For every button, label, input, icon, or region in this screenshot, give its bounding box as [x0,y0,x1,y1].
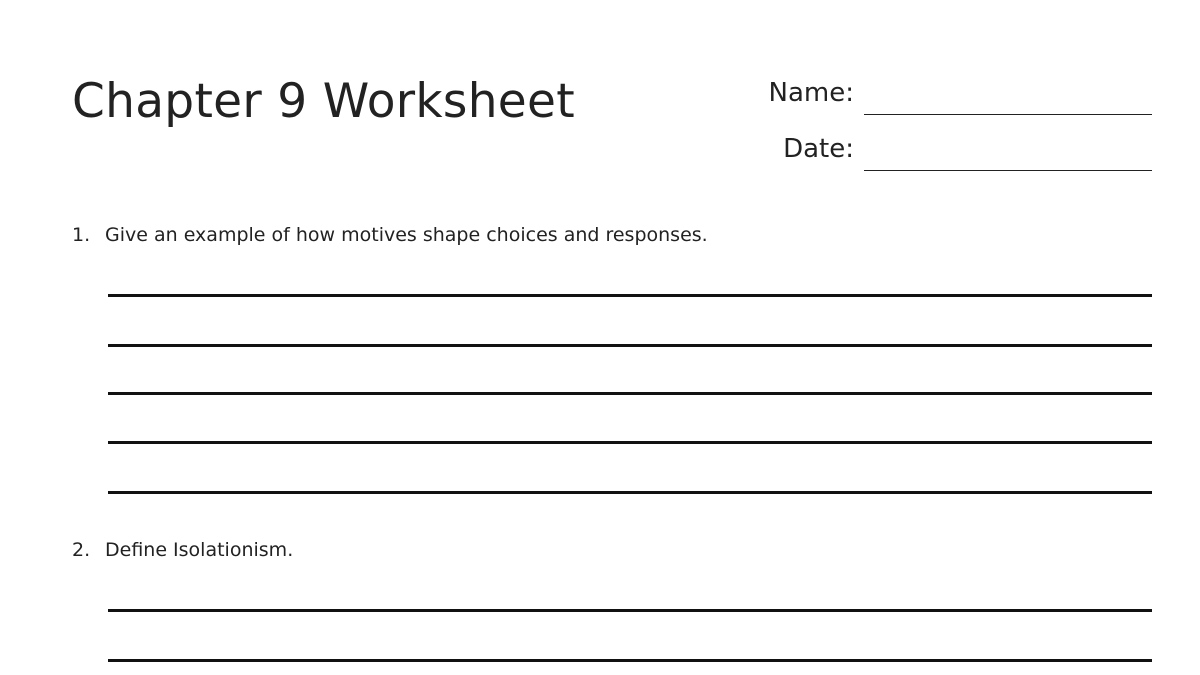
answer-line[interactable] [108,294,1152,297]
name-blank-line[interactable] [864,114,1152,115]
answer-line[interactable] [108,609,1152,612]
answer-line[interactable] [108,344,1152,347]
answer-line[interactable] [108,491,1152,494]
date-label: Date: [783,134,854,164]
date-field [783,134,1152,165]
date-blank-line[interactable] [864,170,1152,171]
name-field [769,78,1152,109]
question-number: 2. [72,539,91,561]
question-number: 1. [72,224,91,246]
question-2 [72,539,293,561]
question-text: Define Isolationism. [105,539,294,561]
page-title: Chapter 9 Worksheet [72,74,575,129]
answer-line[interactable] [108,392,1152,395]
answer-line[interactable] [108,441,1152,444]
name-label: Name: [768,78,854,108]
answer-line[interactable] [108,659,1152,662]
question-1 [72,224,708,246]
question-text: Give an example of how motives shape choices and responses. [105,224,708,246]
